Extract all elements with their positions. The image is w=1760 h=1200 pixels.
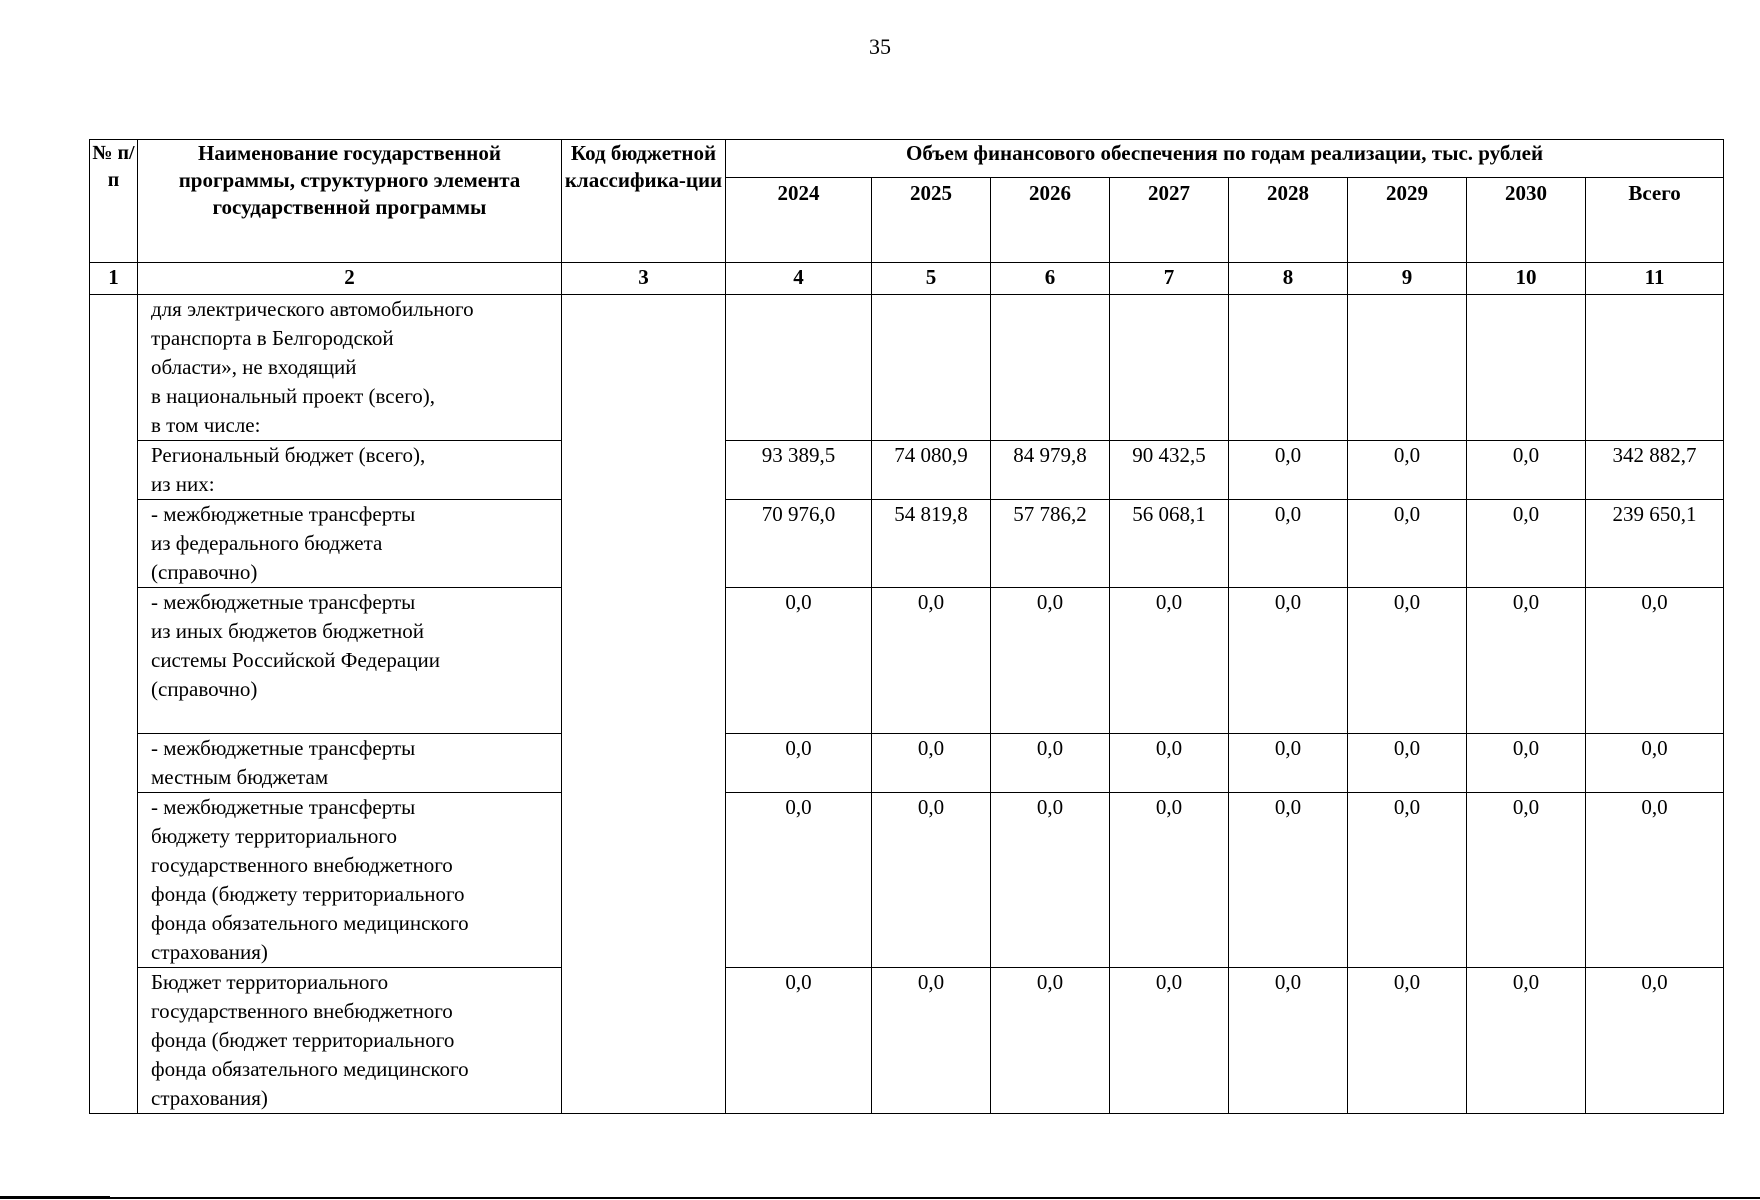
value-cell [1467, 295, 1586, 441]
value-cell [1110, 295, 1229, 441]
value-cell: 0,0 [1229, 500, 1348, 588]
value-cell: 0,0 [1467, 588, 1586, 734]
value-cell: 0,0 [1348, 588, 1467, 734]
value-cell: 0,0 [991, 588, 1110, 734]
value-cell: 0,0 [1229, 734, 1348, 793]
value-cell: 0,0 [726, 588, 872, 734]
value-cell: 0,0 [872, 793, 991, 968]
value-cell: 0,0 [1348, 441, 1467, 500]
row-label-line: в том числе: [151, 413, 261, 437]
value-cell: 0,0 [991, 734, 1110, 793]
row-label-line: - межбюджетные трансферты [151, 736, 416, 760]
header-year: 2026 [991, 178, 1110, 263]
value-cell [1229, 295, 1348, 441]
row-label-line: из иных бюджетов бюджетной [151, 619, 424, 643]
column-number: 9 [1348, 263, 1467, 295]
header-number: № п/п [90, 140, 138, 263]
value-cell: 0,0 [1110, 734, 1229, 793]
row-label [138, 588, 562, 734]
value-cell: 0,0 [1467, 500, 1586, 588]
header-year: 2027 [1110, 178, 1229, 263]
header-financing-volume: Объем финансового обеспечения по годам реализации, тыс. рублей [726, 140, 1724, 178]
value-cell [872, 295, 991, 441]
value-cell: 0,0 [872, 968, 991, 1114]
column-number: 10 [1467, 263, 1586, 295]
row-label-line: фонда обязательного медицинского [151, 911, 469, 935]
header-year: 2029 [1348, 178, 1467, 263]
header-program-name: Наименование государственной программы, структурного элемента государственной программы [138, 140, 562, 263]
row-label [138, 441, 562, 500]
value-cell: 93 389,5 [726, 441, 872, 500]
row-label [138, 968, 562, 1114]
header-year: 2028 [1229, 178, 1348, 263]
value-cell [991, 295, 1110, 441]
value-cell: 70 976,0 [726, 500, 872, 588]
row-label-line: - межбюджетные трансферты [151, 590, 416, 614]
value-cell: 0,0 [872, 588, 991, 734]
row-label-line: - межбюджетные трансферты [151, 795, 416, 819]
row-label-line: Региональный бюджет (всего), [151, 443, 426, 467]
row-label-line: местным бюджетам [151, 765, 329, 789]
table-row [90, 968, 1724, 1114]
value-total-cell: 239 650,1 [1586, 500, 1724, 588]
value-total-cell: 0,0 [1586, 793, 1724, 968]
row-label-line: бюджету территориального [151, 824, 397, 848]
value-cell: 0,0 [726, 968, 872, 1114]
row-label-line: системы Российской Федерации [151, 648, 440, 672]
column-number: 5 [872, 263, 991, 295]
table-row [90, 793, 1724, 968]
row-label-line: фонда (бюджет территориального [151, 1028, 455, 1052]
header-year: 2030 [1467, 178, 1586, 263]
column-number: 4 [726, 263, 872, 295]
value-total-cell: 0,0 [1586, 968, 1724, 1114]
value-cell: 54 819,8 [872, 500, 991, 588]
value-cell: 0,0 [1348, 734, 1467, 793]
value-cell: 0,0 [1110, 588, 1229, 734]
value-cell [726, 295, 872, 441]
table-row [90, 734, 1724, 793]
column-number: 3 [562, 263, 726, 295]
value-cell: 0,0 [872, 734, 991, 793]
column-number: 11 [1586, 263, 1724, 295]
row-label-line: для электрического автомобильного [151, 297, 474, 321]
page-number: 35 [869, 34, 891, 59]
column-number: 8 [1229, 263, 1348, 295]
row-label-line: страхования) [151, 1086, 268, 1110]
financing-table [89, 139, 1724, 1114]
row-label-line: фонда (бюджету территориального [151, 882, 465, 906]
row-label-line: (справочно) [151, 677, 258, 701]
header-year: 2025 [872, 178, 991, 263]
value-cell: 0,0 [1348, 968, 1467, 1114]
bottom-rule [0, 1197, 1760, 1199]
header-budget-code: Код бюджетной классифика-ции [562, 140, 726, 263]
value-cell: 0,0 [1467, 734, 1586, 793]
value-total-cell: 0,0 [1586, 734, 1724, 793]
column-number: 6 [991, 263, 1110, 295]
value-total-cell: 0,0 [1586, 588, 1724, 734]
row-label-line: из федерального бюджета [151, 531, 383, 555]
value-cell: 57 786,2 [991, 500, 1110, 588]
row-label [138, 295, 562, 441]
value-total-cell: 342 882,7 [1586, 441, 1724, 500]
value-cell: 0,0 [991, 968, 1110, 1114]
header-year: 2024 [726, 178, 872, 263]
value-cell: 84 979,8 [991, 441, 1110, 500]
value-cell: 0,0 [1348, 793, 1467, 968]
budget-code-cell [562, 295, 726, 1114]
row-label-line: Бюджет территориального [151, 970, 389, 994]
value-cell: 0,0 [1229, 441, 1348, 500]
column-number: 2 [138, 263, 562, 295]
row-label-line: - межбюджетные трансферты [151, 502, 416, 526]
value-cell: 0,0 [991, 793, 1110, 968]
row-label-line: в национальный проект (всего), [151, 384, 436, 408]
table-row [90, 500, 1724, 588]
row-label-line: фонда обязательного медицинского [151, 1057, 469, 1081]
column-number: 7 [1110, 263, 1229, 295]
value-cell: 0,0 [1467, 793, 1586, 968]
value-cell: 0,0 [726, 734, 872, 793]
value-cell: 0,0 [1229, 588, 1348, 734]
row-label-line: государственного внебюджетного [151, 999, 453, 1023]
row-number-cell [90, 295, 138, 1114]
row-label-line: (справочно) [151, 560, 258, 584]
row-label-line: государственного внебюджетного [151, 853, 453, 877]
row-label-line: области», не входящий [151, 355, 357, 379]
table-row [90, 441, 1724, 500]
row-label [138, 734, 562, 793]
value-cell: 0,0 [1110, 968, 1229, 1114]
row-label [138, 500, 562, 588]
table-row [90, 588, 1724, 734]
row-label [138, 793, 562, 968]
value-cell: 56 068,1 [1110, 500, 1229, 588]
header-year-total: Всего [1586, 178, 1724, 263]
value-cell: 0,0 [726, 793, 872, 968]
value-cell: 0,0 [1229, 793, 1348, 968]
column-number: 1 [90, 263, 138, 295]
value-cell: 0,0 [1467, 441, 1586, 500]
value-cell: 74 080,9 [872, 441, 991, 500]
value-cell: 90 432,5 [1110, 441, 1229, 500]
value-total-cell [1586, 295, 1724, 441]
row-label-line: из них: [151, 472, 215, 496]
table-row [90, 295, 1724, 441]
row-label-line: транспорта в Белгородской [151, 326, 394, 350]
value-cell: 0,0 [1348, 500, 1467, 588]
row-label-line: страхования) [151, 940, 268, 964]
value-cell: 0,0 [1229, 968, 1348, 1114]
value-cell [1348, 295, 1467, 441]
value-cell: 0,0 [1110, 793, 1229, 968]
value-cell: 0,0 [1467, 968, 1586, 1114]
